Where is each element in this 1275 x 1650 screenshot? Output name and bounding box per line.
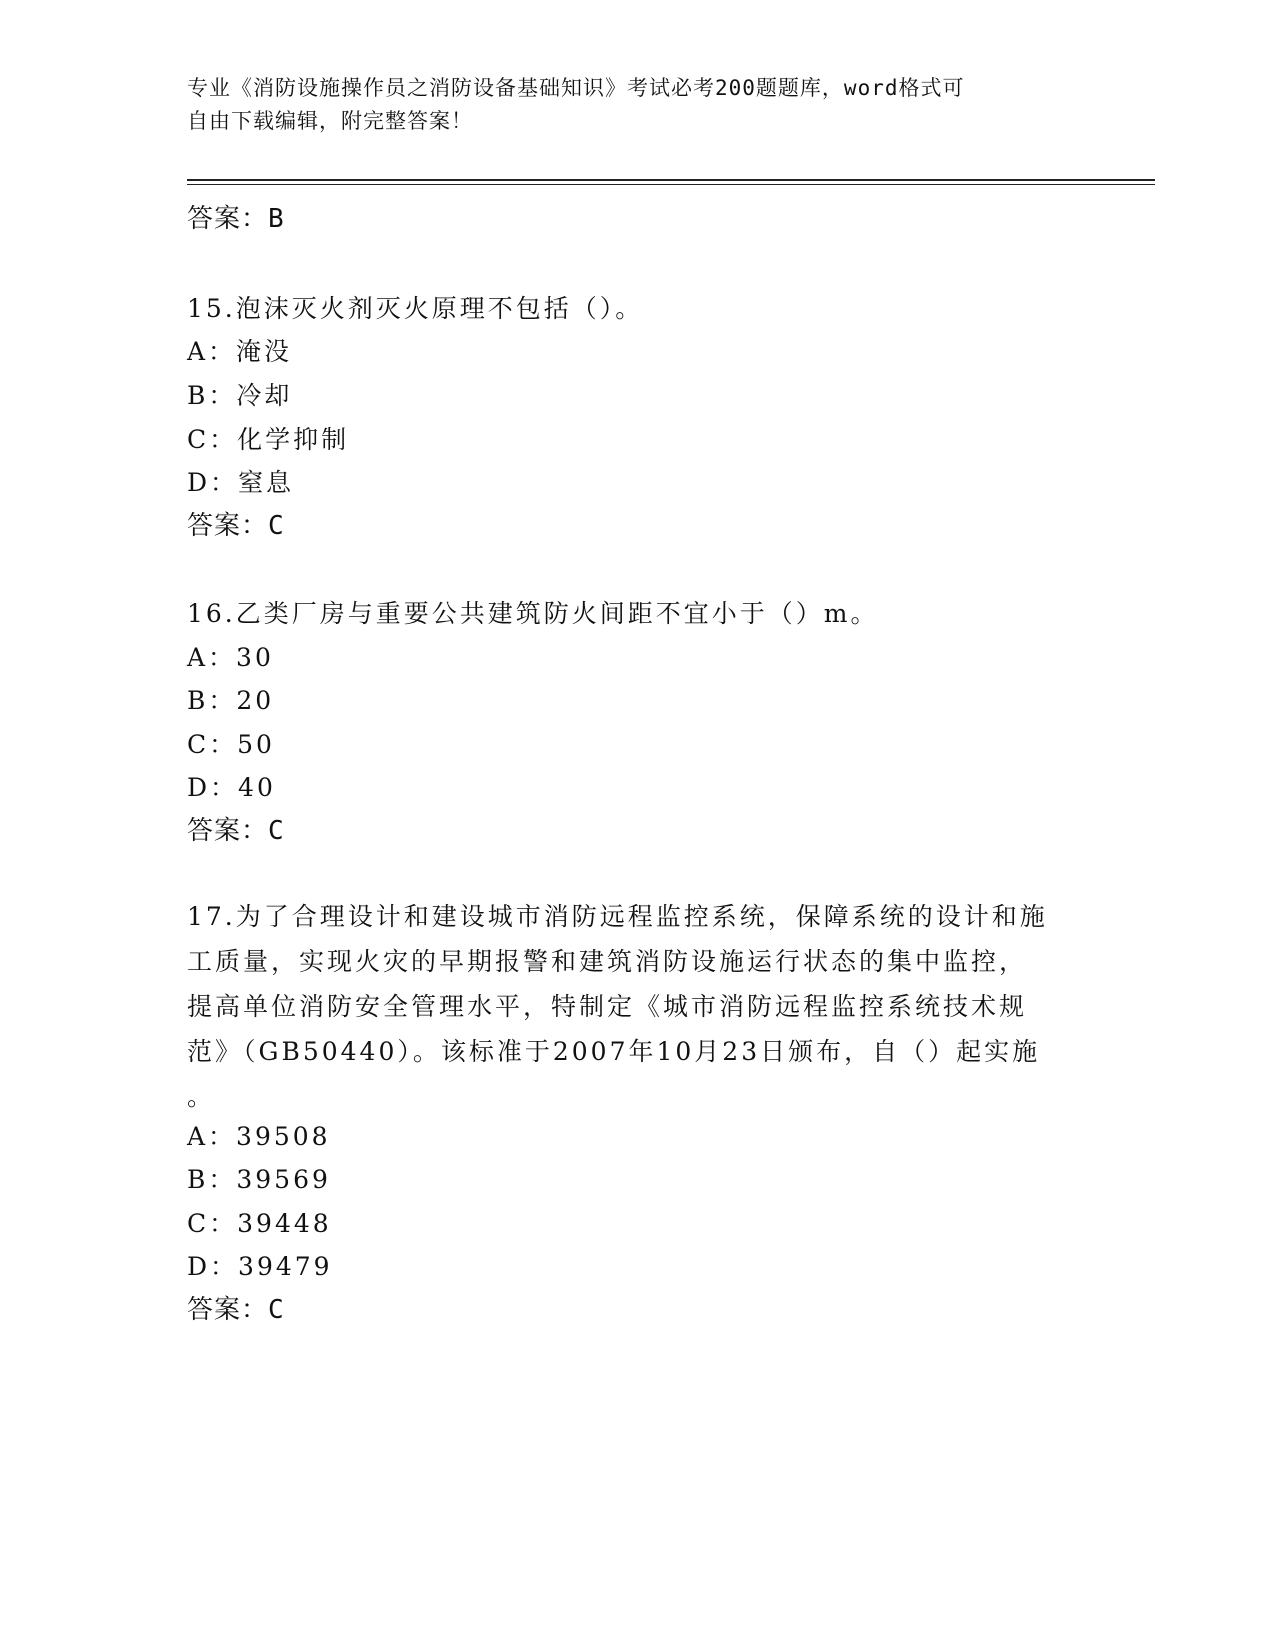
question-16-option-c: C：50 [187, 730, 275, 759]
question-17-option-d: D：39479 [187, 1252, 333, 1281]
question-17-stem-line-4: 范》（GB50440）。该标准于2007年10月23日颁布，自（）起实施 [187, 1037, 1041, 1066]
question-17-stem-line-5: 。 [187, 1082, 216, 1111]
question-16-option-b: B：20 [187, 686, 275, 715]
question-16-option-d: D：40 [187, 773, 276, 802]
question-16-answer: 答案：C [187, 816, 285, 846]
question-17-stem-line-3: 提高单位消防安全管理水平，特制定《城市消防远程监控系统技术规 [187, 992, 1028, 1021]
previous-answer: 答案：B [187, 204, 285, 234]
question-16-option-a: A：30 [187, 643, 274, 672]
question-17-option-b: B：39569 [187, 1165, 331, 1194]
question-17-stem-line-1: 17.为了合理设计和建设城市消防远程监控系统，保障系统的设计和施 [187, 902, 1048, 931]
question-15-option-b: B：冷却 [187, 381, 293, 410]
question-15-option-d: D：窒息 [187, 468, 295, 497]
question-15-option-a: A：淹没 [187, 337, 293, 366]
question-17-stem-line-2: 工质量，实现火灾的早期报警和建筑消防设施运行状态的集中监控， [187, 947, 1028, 976]
question-16-stem: 16.乙类厂房与重要公共建筑防火间距不宜小于（）m。 [187, 599, 879, 628]
header-line-1: 专业《消防设施操作员之消防设备基础知识》考试必考200题题库，word格式可 [187, 76, 965, 100]
header-divider [187, 179, 1155, 181]
question-15-answer: 答案：C [187, 511, 285, 541]
question-17-option-a: A：39508 [187, 1122, 331, 1151]
header-divider-thin [187, 184, 1155, 185]
question-15-stem: 15.泡沫灭火剂灭火原理不包括（）。 [187, 294, 644, 323]
question-15-option-c: C：化学抑制 [187, 425, 350, 454]
document-header [187, 72, 1067, 138]
question-17-option-c: C：39448 [187, 1209, 332, 1238]
question-17-answer: 答案：C [187, 1295, 285, 1325]
header-line-2: 自由下载编辑，附完整答案！ [187, 109, 473, 133]
question-17-stem [187, 894, 1087, 1119]
